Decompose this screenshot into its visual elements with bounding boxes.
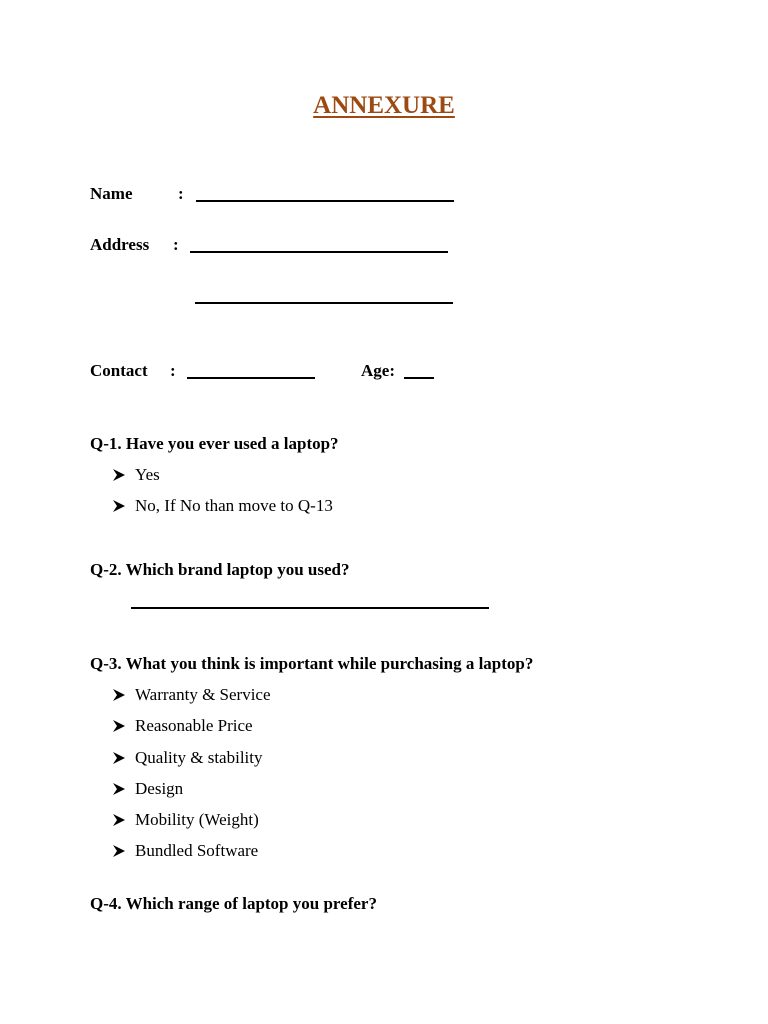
question-1-option-yes[interactable] xyxy=(0,465,768,487)
question-2-answer-line[interactable] xyxy=(131,607,489,609)
arrowhead-bullet-icon xyxy=(112,719,126,733)
option-label: Quality & stability xyxy=(135,748,263,767)
question-2-text: Which brand laptop you used? xyxy=(121,560,350,579)
name-label: Name xyxy=(90,184,133,203)
question-3-option-5[interactable] xyxy=(0,810,768,832)
option-label: Bundled Software xyxy=(135,841,259,860)
question-3 xyxy=(90,654,533,674)
question-1-prefix: Q-1 xyxy=(90,434,118,453)
arrowhead-bullet-icon xyxy=(112,499,126,513)
arrowhead-bullet-icon xyxy=(112,844,126,858)
arrowhead-bullet-icon xyxy=(112,751,126,765)
question-3-option-1[interactable] xyxy=(0,685,768,707)
contact-label: Contact xyxy=(90,361,148,380)
option-label: No, If No than move to Q-13 xyxy=(135,496,333,515)
question-3-option-6[interactable] xyxy=(0,841,768,863)
question-4 xyxy=(90,894,377,914)
question-1-text: . Have you ever used a laptop? xyxy=(117,434,339,453)
arrowhead-bullet-icon xyxy=(112,468,126,482)
name-colon: : xyxy=(178,184,184,203)
option-label: Yes xyxy=(135,465,160,484)
question-3-text: What you think is important while purchasing a laptop? xyxy=(121,654,534,673)
page-title: ANNEXURE xyxy=(313,92,455,119)
age-blank-line[interactable] xyxy=(404,377,434,379)
address-blank-line-1[interactable] xyxy=(190,251,448,253)
question-1 xyxy=(90,434,339,454)
option-label: Warranty & Service xyxy=(135,685,271,704)
option-label: Reasonable Price xyxy=(135,716,253,735)
age-label: Age: xyxy=(361,361,395,380)
name-blank-line[interactable] xyxy=(196,200,454,202)
arrowhead-bullet-icon xyxy=(112,688,126,702)
question-2-prefix: Q-2. xyxy=(90,560,122,579)
question-3-prefix: Q-3. xyxy=(90,654,122,673)
question-3-option-2[interactable] xyxy=(0,716,768,738)
contact-blank-line[interactable] xyxy=(187,377,315,379)
question-2 xyxy=(90,560,350,580)
address-label: Address xyxy=(90,235,150,254)
address-blank-line-2[interactable] xyxy=(195,302,453,304)
address-colon: : xyxy=(173,235,179,254)
arrowhead-bullet-icon xyxy=(112,813,126,827)
contact-colon: : xyxy=(170,361,176,380)
question-3-option-4[interactable] xyxy=(0,779,768,801)
question-1-option-no[interactable] xyxy=(0,496,768,518)
arrowhead-bullet-icon xyxy=(112,782,126,796)
option-label: Design xyxy=(135,779,184,798)
question-4-prefix: Q-4. xyxy=(90,894,122,913)
question-4-text: Which range of laptop you prefer? xyxy=(121,894,377,913)
question-3-option-3[interactable] xyxy=(0,748,768,770)
option-label: Mobility (Weight) xyxy=(135,810,259,829)
